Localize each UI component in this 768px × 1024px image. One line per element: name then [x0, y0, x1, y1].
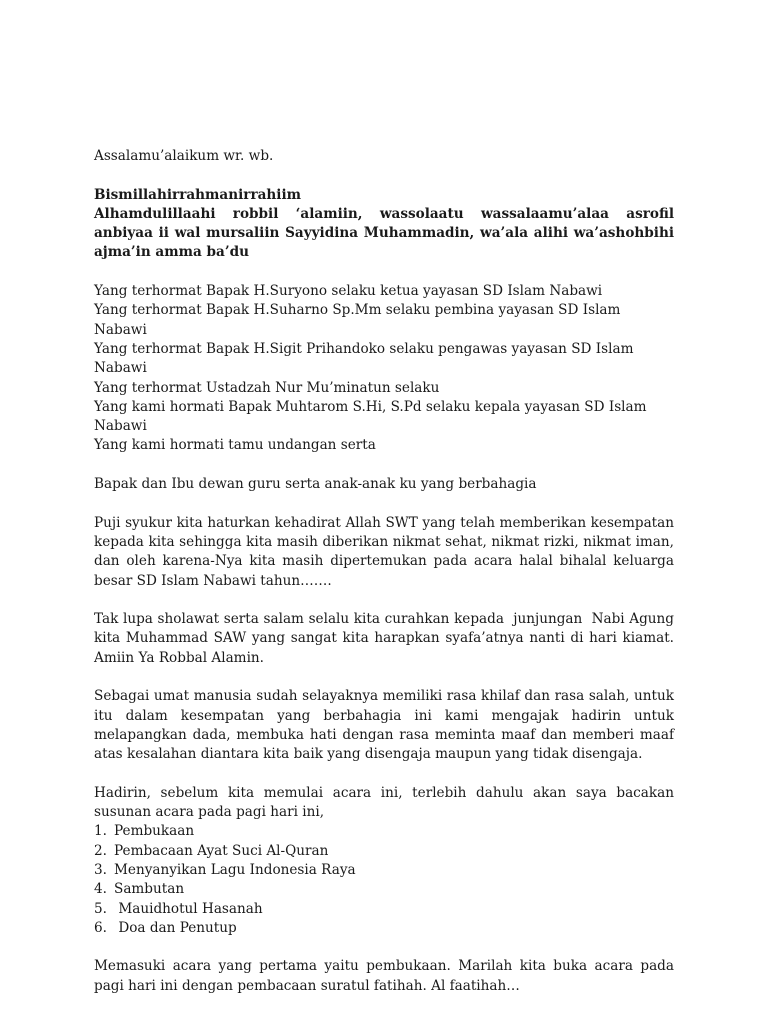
honorific-line: Yang kami hormati tamu undangan serta — [94, 437, 376, 454]
honorific-line: Yang kami hormati Bapak Muhtarom S.Hi, S.Pd selaku kepala yayasan SD Islam Nabawi — [94, 398, 651, 435]
paragraph-maaf: Sebagai umat manusia sudah selayaknya memiliki rasa khilaf dan rasa salah, untuk itu dalam kesempatan yang berbahagia ini kami mengajak hadirin untuk melapangkan dada, membuka hati dengan rasa meminta maaf dan memberi maaf atas kesalahan diantara kita baik yang disengaja maupun yang tidak disengaja. — [94, 688, 674, 763]
list-item — [94, 919, 674, 938]
honorific-line: Yang terhormat Bapak H.Suryono selaku ketua yayasan SD Islam Nabawi — [94, 283, 603, 300]
paragraph-pembukaan: Memasuki acara yang pertama yaitu pembukaan. Marilah kita buka acara pada pagi hari ini dengan pembacaan suratul fatihah. Al faatihah… — [94, 958, 674, 994]
paragraph-susunan-intro: Hadirin, sebelum kita memulai acara ini, terlebih dahulu akan saya bacakan susunan acara pada pagi hari ini, — [94, 784, 674, 821]
audience-greeting: Bapak dan Ibu dewan guru serta anak-anak ku yang berbahagia — [94, 476, 537, 493]
list-number: 4. — [94, 881, 107, 898]
basmalah: Bismillahirrahmanirrahiim — [94, 186, 302, 203]
list-label: Pembacaan Ayat Suci Al-Quran — [114, 842, 329, 859]
spacer — [94, 166, 674, 185]
list-item — [94, 842, 674, 861]
list-number: 2. — [94, 842, 107, 859]
honorific-line: Yang terhormat Bapak H.Sigit Prihandoko selaku pengawas yayasan SD Islam Nabawi — [94, 340, 638, 377]
list-number: 1. — [94, 823, 107, 840]
spacer — [94, 938, 674, 957]
list-number: 5. — [94, 900, 107, 917]
spacer — [94, 456, 674, 475]
honorific-line: Yang terhormat Bapak H.Suharno Sp.Mm selaku pembina yayasan SD Islam Nabawi — [94, 302, 625, 338]
spacer — [94, 765, 674, 784]
list-number: 3. — [94, 861, 107, 878]
spacer — [94, 668, 674, 687]
paragraph-sholawat: Tak lupa sholawat serta salam selalu kita curahkan kepada junjungan Nabi Agung kita Muhammad SAW yang sangat kita harapkan syafa’atnya nanti di hari kiamat. Amiin Ya Robbal Alamin. — [94, 611, 679, 666]
list-item — [94, 822, 674, 841]
list-label: Mauidhotul Hasanah — [114, 900, 263, 917]
spacer — [94, 591, 674, 610]
list-label: Menyanyikan Lagu Indonesia Raya — [114, 861, 356, 878]
list-item — [94, 900, 674, 919]
spacer — [94, 263, 674, 282]
list-item — [94, 880, 674, 899]
list-item — [94, 861, 674, 880]
list-label: Sambutan — [114, 881, 185, 898]
list-label: Doa dan Penutup — [114, 919, 237, 936]
list-label: Pembukaan — [114, 823, 195, 840]
honorifics-list — [94, 282, 674, 456]
greeting: Assalamu’alaikum wr. wb. — [94, 148, 274, 164]
speech-text — [94, 147, 679, 996]
agenda-list — [94, 822, 674, 938]
hamdalah: Alhamdulillaahi robbil ‘alamiin, wassolaatu wassalaamu’alaa asrofil anbiyaa ii wal mursaliin Sayyidina Muhammadin, wa’ala alihi wa’ashohbihi ajma’in amma ba’du — [94, 205, 674, 261]
paragraph-puji-syukur: Puji syukur kita haturkan kehadirat Allah SWT yang telah memberikan kesempatan kepada kita sehingga kita masih diberikan nikmat sehat, nikmat rizki, nikmat iman, dan oleh karena-Nya kita masih dipertemukan pada acara halal bihalal keluarga besar SD Islam Nabawi tahun……. — [94, 514, 674, 589]
spacer — [94, 494, 674, 513]
honorific-line: Yang terhormat Ustadzah Nur Mu’minatun selaku — [94, 379, 440, 396]
list-number: 6. — [94, 919, 107, 936]
